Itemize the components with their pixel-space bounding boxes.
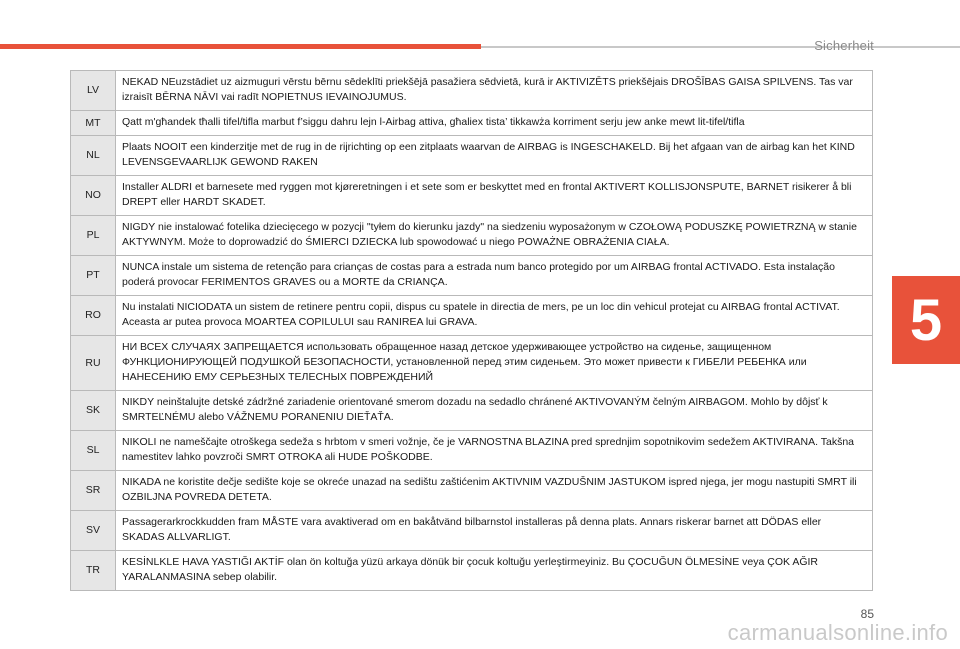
language-code: SV bbox=[71, 511, 116, 551]
language-code: NO bbox=[71, 176, 116, 216]
language-code: RO bbox=[71, 296, 116, 336]
watermark: carmanualsonline.info bbox=[727, 620, 948, 645]
table-row bbox=[71, 256, 873, 296]
warning-text: Nu instalati NICIODATA un sistem de retinere pentru copii, dispus cu spatele in directia de mers, pe un loc din vehicul protejat cu AIRBAG frontal ACTIVAT. Aceasta ar putea provoca MOARTEA COPILULUI sau RANIREA lui GRAVA. bbox=[116, 296, 873, 336]
language-code: MT bbox=[71, 111, 116, 136]
table-row bbox=[71, 391, 873, 431]
table-row bbox=[71, 176, 873, 216]
table-row bbox=[71, 471, 873, 511]
table-row bbox=[71, 216, 873, 256]
language-code: PT bbox=[71, 256, 116, 296]
table-row bbox=[71, 71, 873, 111]
airbag-warning-table bbox=[70, 70, 873, 591]
warning-text: NIKADA ne koristite dečje sedište koje se okreće unazad na sedištu zaštićenim AKTIVNIM VAZDUŠNIM JASTUKOM ispred njega, jer mogu nastupiti SMRT ili OZBILJNA POVREDA DETETA. bbox=[116, 471, 873, 511]
table-row bbox=[71, 511, 873, 551]
language-code: RU bbox=[71, 336, 116, 391]
table-row bbox=[71, 296, 873, 336]
warning-text: Plaats NOOIT een kinderzitje met de rug in de rijrichting op een zitplaats waarvan de AIRBAG is INGESCHAKELD. Bij het afgaan van de airbag kan het KIND LEVENSGEVAARLIJK GEWOND RAKEN bbox=[116, 136, 873, 176]
warning-text: KESİNLKLE HAVA YASTIĞI AKTİF olan ön koltuğa yüzü arkaya dönük bir çocuk koltuğu yerleştirmeyiniz. Bu ÇOCUĞUN ÖLMESİNE veya ÇOK AĞIR YARALANMASINA sebep olabilir. bbox=[116, 551, 873, 591]
table-row bbox=[71, 336, 873, 391]
warning-rows bbox=[71, 71, 873, 591]
warning-text: NEKAD NEuzstādiet uz aizmuguri vērstu bērnu sēdeklīti priekšējā pasažiera sēdvietā, kurā ir AKTIVIZĒTS priekšējais DROŠĪBAS GAISA SPILVENS. Tas var izraisīt BĒRNA NĀVI vai radīt NOPIETNUS IEVAINOJUMUS. bbox=[116, 71, 873, 111]
header-accent-bar bbox=[0, 44, 481, 49]
warning-text: NIKDY neinštalujte detské zádržné zariadenie orientované smerom dozadu na sedadlo chránené AKTIVOVANÝM čelným AIRBAGOM. Mohlo by dôjsť k SMRTEĽNÉMU alebo VÁŽNEMU PORANENIU DIEŤAŤA. bbox=[116, 391, 873, 431]
warning-text: NIGDY nie instalować fotelika dziecięcego w pozycji "tyłem do kierunku jazdy" na siedzeniu wyposażonym w CZOŁOWĄ PODUSZKĘ POWIETRZNĄ w stanie AKTYWNYM. Może to doprowadzić do ŚMIERCI DZIECKA lub spowodować u niego POWAŻNE OBRAŻENIA CIAŁA. bbox=[116, 216, 873, 256]
language-code: SK bbox=[71, 391, 116, 431]
language-code: LV bbox=[71, 71, 116, 111]
table-row bbox=[71, 136, 873, 176]
warning-text: Qatt m'għandek tħalli tifel/tifla marbut f’siggu dahru lejn l-Airbag attiva, għaliex tista’ tikkawża korriment serju jew anke mewt lit-tifel/tifla bbox=[116, 111, 873, 136]
chapter-tab: 5 bbox=[892, 276, 960, 364]
warning-text: NUNCA instale um sistema de retenção para crianças de costas para a estrada num banco protegido por um AIRBAG frontal ACTIVADO. Esta instalação poderá provocar FERIMENTOS GRAVES ou a MORTE da CRIANÇA. bbox=[116, 256, 873, 296]
language-code: SL bbox=[71, 431, 116, 471]
language-code: SR bbox=[71, 471, 116, 511]
warning-text: НИ ВСЕХ СЛУЧАЯХ ЗАПРЕЩАЕТСЯ использовать обращенное назад детское удерживающее устройство на сиденье, защищенном ФУНКЦИОНИРУЮЩЕЙ ПОДУШКОЙ БЕЗОПАСНОСТИ, установленной перед этим сиденьем. Это может привести к ГИБЕЛИ РЕБЕНКА или НАНЕСЕНИЮ ЕМУ СЕРЬЕЗНЫХ ТЕЛЕСНЫХ ПОВРЕЖДЕНИЙ bbox=[116, 336, 873, 391]
warning-text: Installer ALDRI et barnesete med ryggen mot kjøreretningen i et sete som er beskyttet med en frontal AKTIVERT KOLLISJONSPUTE, BARNET risikerer å bli DREPT eller HARDT SKADET. bbox=[116, 176, 873, 216]
language-code: NL bbox=[71, 136, 116, 176]
section-title: Sicherheit bbox=[814, 38, 874, 53]
warning-text: NIKOLI ne nameščajte otroškega sedeža s hrbtom v smeri vožnje, če je VARNOSTNA BLAZINA pred sprednjim sopotnikovim sedežem AKTIVIRANA. Takšna namestitev lahko povzroči SMRT OTROKA ali HUDE POŠKODBE. bbox=[116, 431, 873, 471]
header-rule bbox=[481, 46, 960, 48]
table-row bbox=[71, 111, 873, 136]
language-code: TR bbox=[71, 551, 116, 591]
table-row bbox=[71, 551, 873, 591]
language-code: PL bbox=[71, 216, 116, 256]
warning-text: Passagerarkrockkudden fram MÅSTE vara avaktiverad om en bakåtvänd bilbarnstol installeras på denna plats. Annars riskerar barnet att DÖDAS eller SKADAS ALLVARLIGT. bbox=[116, 511, 873, 551]
table-row bbox=[71, 431, 873, 471]
page-number: 85 bbox=[860, 607, 874, 621]
